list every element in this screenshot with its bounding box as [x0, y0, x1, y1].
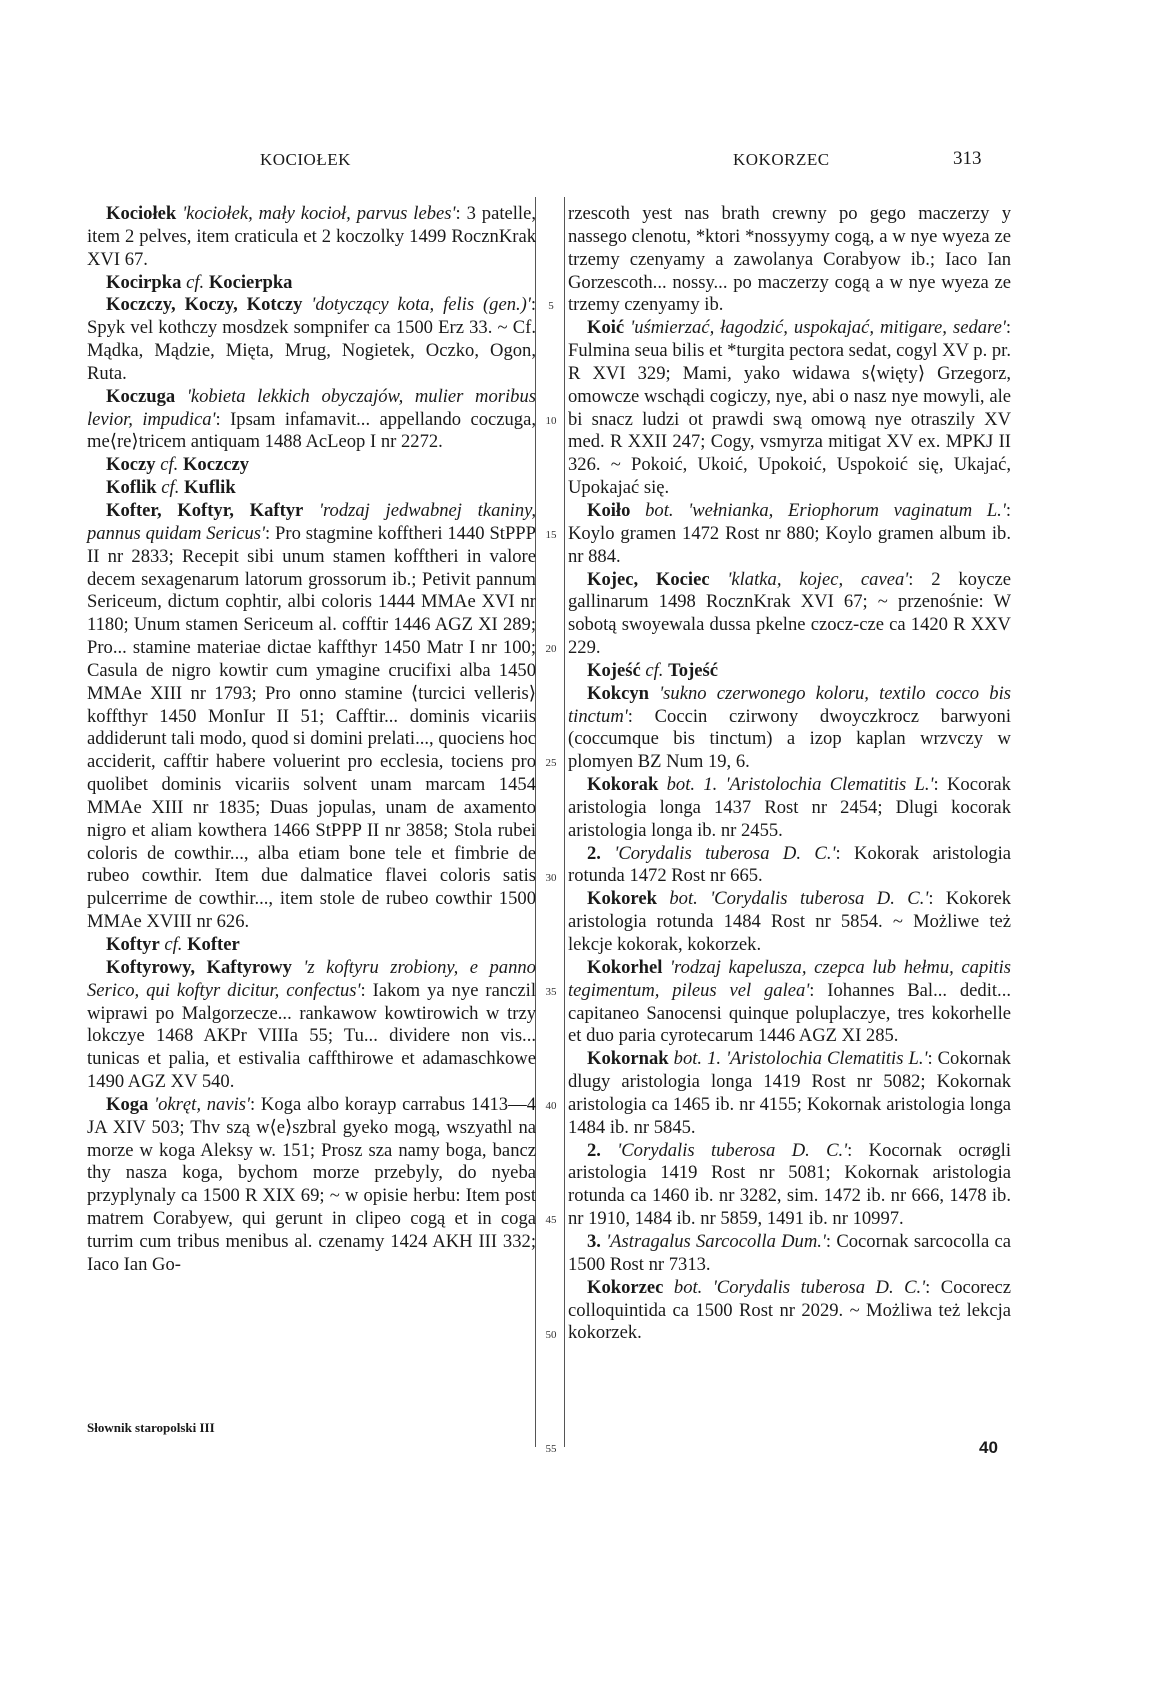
entry-headword: Koczczy, Koczy, Kotczy: [106, 294, 303, 316]
entry-gloss: bot. 'Corydalis tuberosa D. C.': [673, 1276, 926, 1298]
entry-headword: Kojec, Kociec: [587, 568, 710, 590]
entry-headword: Koiło: [587, 499, 631, 521]
entry-gloss: 'dotyczący kota, felis (gen.)': [311, 294, 531, 316]
entry-gloss: 'Corydalis tuberosa D. C.': [617, 1139, 848, 1161]
dictionary-entry: [87, 386, 536, 455]
entry-headword: Koczy: [106, 454, 156, 476]
entry-body: : Koga albo korayp carrabus 1413—4 JA XIV 503; Thv szą w⟨e⟩szbral gyeko mogą, wszyathl na morze w koga Aleksy w. 151; Prosz sza namy boga, bancz thy nasza koga, bychom morze przebyly, do nyeba przyplynaly ca 1500 R XIX 69; ~ w opisie herbu: Item post matrem Corabyew, qui gerunt in clipeo cogą et in coga turrim cum tribus menibus al. czenamy 1424 AKH III 332; Iaco Ian Go-: [87, 1093, 536, 1275]
line-number: 50: [545, 1328, 557, 1341]
dictionary-entry: [87, 454, 536, 477]
entry-body: : Spyk vel kothczy mosdzek sompnifer ca 1500 Erz 33. ~ Cf. Mądka, Mądzie, Mięta, Mrug, Nogietek, Oczko, Ogon, Ruta.: [87, 294, 536, 384]
cross-reference-marker: cf.: [164, 934, 183, 955]
sense-number: 2.: [587, 1139, 601, 1161]
entry-body: : Kocorak aristologia longa 1437 Rost nr 2454; Dlugi kocorak aristologia longa ib. nr 2455.: [568, 774, 1011, 841]
entry-headword: Kokorzec: [587, 1276, 664, 1298]
entry-headword: Kokcyn: [587, 682, 649, 704]
entry-body: : Ipsam infamavit... appellando coczuga, me⟨re⟩tricem antiquam 1488 AcLeop I nr 2272.: [87, 408, 536, 453]
entry-body: : Cocorecz colloquintida ca 1500 Rost nr 2029. ~ Możliwa też lekcja kokorzek.: [568, 1276, 1012, 1344]
dictionary-entry: [568, 317, 1011, 500]
cross-reference-marker: cf.: [160, 454, 179, 476]
line-number: 10: [545, 414, 557, 427]
line-number: 30: [545, 871, 557, 884]
dictionary-entry: [568, 1231, 1011, 1277]
entry-body: : Koylo gramen 1472 Rost nr 880; Koylo gramen album ib. nr 884.: [568, 499, 1011, 567]
line-number: 40: [545, 1100, 557, 1113]
entry-headword: Kokorak: [587, 774, 659, 796]
dictionary-entry: [87, 203, 536, 272]
entry-headword: Koga: [106, 1093, 149, 1115]
entry-gloss: 'uśmierzać, łagodzić, uspokajać, mitigare, sedare': [630, 317, 1006, 339]
entry-gloss: 'z koftyru zrobiony, e panno Serico, qui koftyr dicitur, confectus': [87, 956, 536, 1001]
dictionary-entry: [87, 500, 536, 934]
running-head-right: KOKORZEC: [733, 150, 830, 169]
line-number: 25: [545, 757, 557, 770]
dictionary-entry: [568, 500, 1011, 569]
entry-body: : Iakom ya nye ranczil wiprawi po Malgorzecze... rankawow kowtirowich w trzy lokczye 1468 AKPr VIIIa 55; Tu... dividere non vis... tunicas et palia, et estivalia caffthirowe et adamaschkowe 1490 AGZ XV 540.: [87, 979, 536, 1093]
dictionary-entry: [568, 1140, 1011, 1231]
entry-body: : Cocornak sarcocolla ca 1500 Rost nr 7313.: [568, 1230, 1011, 1275]
cross-reference-target: Kuflik: [184, 477, 236, 499]
dictionary-entry: [87, 477, 536, 500]
left-column: [87, 203, 536, 1277]
dictionary-entry: [568, 888, 1011, 957]
entry-headword: Koić: [587, 317, 625, 339]
cross-reference-marker: cf.: [161, 477, 180, 499]
dictionary-entry: [568, 957, 1011, 1048]
right-column: [568, 203, 1011, 1345]
line-number: 35: [545, 985, 557, 998]
footer-volume-label: Słownik staropolski III: [87, 1420, 215, 1435]
entry-headword: Kocirpka: [106, 271, 182, 293]
entry-headword: Kokornak: [587, 1048, 669, 1070]
page-number: 313: [953, 148, 982, 169]
entry-gloss: bot. 'wełnianka, Eriophorum vaginatum L.': [645, 499, 1006, 521]
column-rule-right: [564, 197, 565, 1447]
entry-gloss: 'kociołek, mały kocioł, parvus lebes': [182, 203, 456, 224]
entry-body: : 3 patelle, item 2 pelves, item craticula et 2 koczolky 1499 RocznKrak XVI 67.: [87, 203, 536, 270]
sense-number: 3.: [587, 1230, 601, 1252]
dictionary-entry: [568, 1048, 1011, 1139]
cross-reference-target: Tojeść: [668, 659, 719, 681]
sense-number: 2.: [587, 842, 601, 864]
entry-continuation: rzescoth yest nas brath crewny po gego maczerzy y nassego clenotu, *ktori *nossyymy cogą, a w nye wyeza ze trzemy czenyamy a zawolanya Corabyow ib.; Iaco Ian Gorzescoth... nossy... po maczerzy cogą a w nye wyeza ze trzemy czenyamy ib.: [568, 203, 1011, 316]
entry-gloss: 'Corydalis tuberosa D. C.': [614, 842, 836, 864]
entry-gloss: 'rodzaj jedwabnej tkaniny, pannus quidam Sericus': [87, 499, 536, 544]
dictionary-entry: [87, 957, 536, 1094]
entry-headword: Kojeść: [587, 659, 641, 681]
entry-body: : Iohannes Bal... dedit... capitaneo Sanocensi quinque poluplaczye, tres kokorhelle et duo paria cyrotecarum 1446 AGZ XI 285.: [568, 979, 1011, 1047]
line-number: 20: [545, 643, 557, 656]
entry-headword: Kokorhel: [587, 956, 663, 978]
entry-gloss: bot. 'Corydalis tuberosa D. C.': [669, 888, 929, 910]
running-head-left: KOCIOŁEK: [260, 150, 351, 169]
cross-reference-marker: cf.: [186, 271, 205, 293]
entry-gloss: 'okręt, navis': [154, 1093, 250, 1115]
entry-gloss: 'klatka, kojec, cavea': [727, 568, 909, 590]
entry-gloss: 'Astragalus Sarcocolla Dum.': [606, 1230, 826, 1252]
line-number: 15: [545, 528, 557, 541]
cross-reference-target: Koczczy: [182, 454, 250, 476]
dictionary-entry: [87, 294, 536, 385]
entry-gloss: 'kobieta lekkich obyczajów, mulier moribus levior, impudica': [87, 385, 536, 430]
entry-gloss: 'sukno czerwonego koloru, textilo cocco bis tinctum': [568, 682, 1011, 727]
dictionary-entry: [568, 683, 1011, 774]
entry-body: : Coccin czirwony dwoyczkrocz barwyoni (coccumque bis tinctum) a izop kaplan wrzvczy w plomyen BZ Num 19, 6.: [568, 705, 1011, 773]
dictionary-entry: [568, 843, 1011, 889]
entry-body: : Cokornak dlugy aristologia longa 1419 Rost nr 5082; Kokornak aristologia ca 1465 ib. nr 4155; Kokornak aristologia longa 1484 ib. nr 5845.: [568, 1048, 1011, 1138]
dictionary-entry: [568, 569, 1011, 660]
dictionary-entry: [568, 1277, 1011, 1346]
entry-body: : Kocornak ocrøgli aristologia 1419 Rost nr 5081; Kokornak aristologia rotunda ca 1460 ib. nr 3282, sim. 1472 ib. nr 666, 1478 ib. nr 1910, 1484 ib. nr 5859, 1491 ib. nr 10997.: [568, 1139, 1011, 1230]
entry-headword: Kofter, Koftyr, Kaftyr: [106, 499, 304, 521]
cross-reference-marker: cf.: [645, 659, 664, 681]
entry-headword: Koczuga: [106, 385, 176, 407]
entry-headword: Koftyr: [106, 934, 160, 955]
entry-gloss: bot. 1. 'Aristolochia Clematitis L.': [666, 774, 934, 796]
entry-body: : Kokorek aristologia rotunda 1484 Rost nr 5854. ~ Możliwe też lekcje kokorak, kokorzek.: [568, 888, 1011, 955]
dictionary-entry: [87, 934, 536, 957]
entry-headword: Koftyrowy, Kaftyrowy: [106, 956, 292, 978]
dictionary-entry: [87, 272, 536, 295]
entry-body: : Kokorak aristologia rotunda 1472 Rost nr 665.: [568, 842, 1012, 887]
entry-headword: Koflik: [106, 477, 157, 499]
entry-gloss: bot. 1. 'Aristolochia Clematitis L.': [673, 1048, 928, 1070]
entry-body: : Fulmina seua bilis et *turgita pectora sedat, cogyl XV p. pr. R XVI 329; Mami, yako widawa s⟨więty⟩ Grzegorz, omowcze wschądi cogiczy, nye, abi o nasz nye mowyli, ale bi snacz ludzi ot prawdi swą omową nye otraszily XV med. R XXII 247; Cogy, vsmyrza mitigat XV ex. MPKJ II 326. ~ Pokoić, Ukoić, Upokoić, Uspokoić się, Ukajać, Upokajać się.: [568, 317, 1012, 499]
entry-body: : Pro stagmine kofftheri 1440 StPPP II nr 2833; Recepit sibi unum stamen kofftheri in valore decem sexagenarum latorum grossorum ib.; Petivit pannum Sericeum, dictum cophtir, albi coloris 1444 MMAe XVI nr 1180; Unum stamen Sericeum al. cofftir 1446 AGZ XI 289; Pro... stamine materiae dictae kaffthyr 1450 Matr I nr 100; Casula de nigro kowtir cum ymagine crucifixi alba 1450 MMAe XIII nr 1793; Pro onno stamine ⟨turcici velleris⟩ koffthyr 1450 MonIur II 51; Cafftir... dominis vicariis addiderunt tali modo, quod si domini prelati..., quociens hoc acciderit, cafftir habere voluerint pro ecclesia, tociens pro quolibet dominis vicariis solvent unam marcam 1454 MMAe XIII nr 1835; Duas jopulas, unam de axamento nigro et aliam kowthera 1466 StPPP II nr 3858; Stola rubei coloris de cowthir..., alba etiam bone tele et fimbrie de rubeo cowthir. Item due dalmatice flavei coloris satis pulcerrime de cowthir..., item stole de rubeo cowthir 1500 MMAe XVIII nr 626.: [87, 522, 536, 933]
entry-gloss: 'rodzaj kapelusza, czepca lub hełmu, capitis tegimentum, pileus vel galea': [568, 956, 1011, 1001]
entry-body: : 2 koycze gallinarum 1498 RocznKrak XVI 67; ~ przenośnie: W sobotą swoyewala dussa pkelne czocz-cze ca 1420 R XXV 229.: [568, 568, 1011, 659]
line-number: 45: [545, 1214, 557, 1227]
dictionary-entry: [568, 774, 1011, 843]
dictionary-entry: [568, 660, 1011, 683]
entry-headword: Kokorek: [587, 888, 657, 910]
cross-reference-target: Kofter: [187, 934, 240, 955]
cross-reference-target: Kocierpka: [208, 271, 293, 293]
entry-headword: Kociołek: [106, 203, 177, 224]
sheet-number: 40: [979, 1438, 998, 1457]
dictionary-entry: [87, 1094, 536, 1277]
line-number: 55: [545, 1442, 557, 1455]
line-number: 5: [548, 300, 554, 313]
